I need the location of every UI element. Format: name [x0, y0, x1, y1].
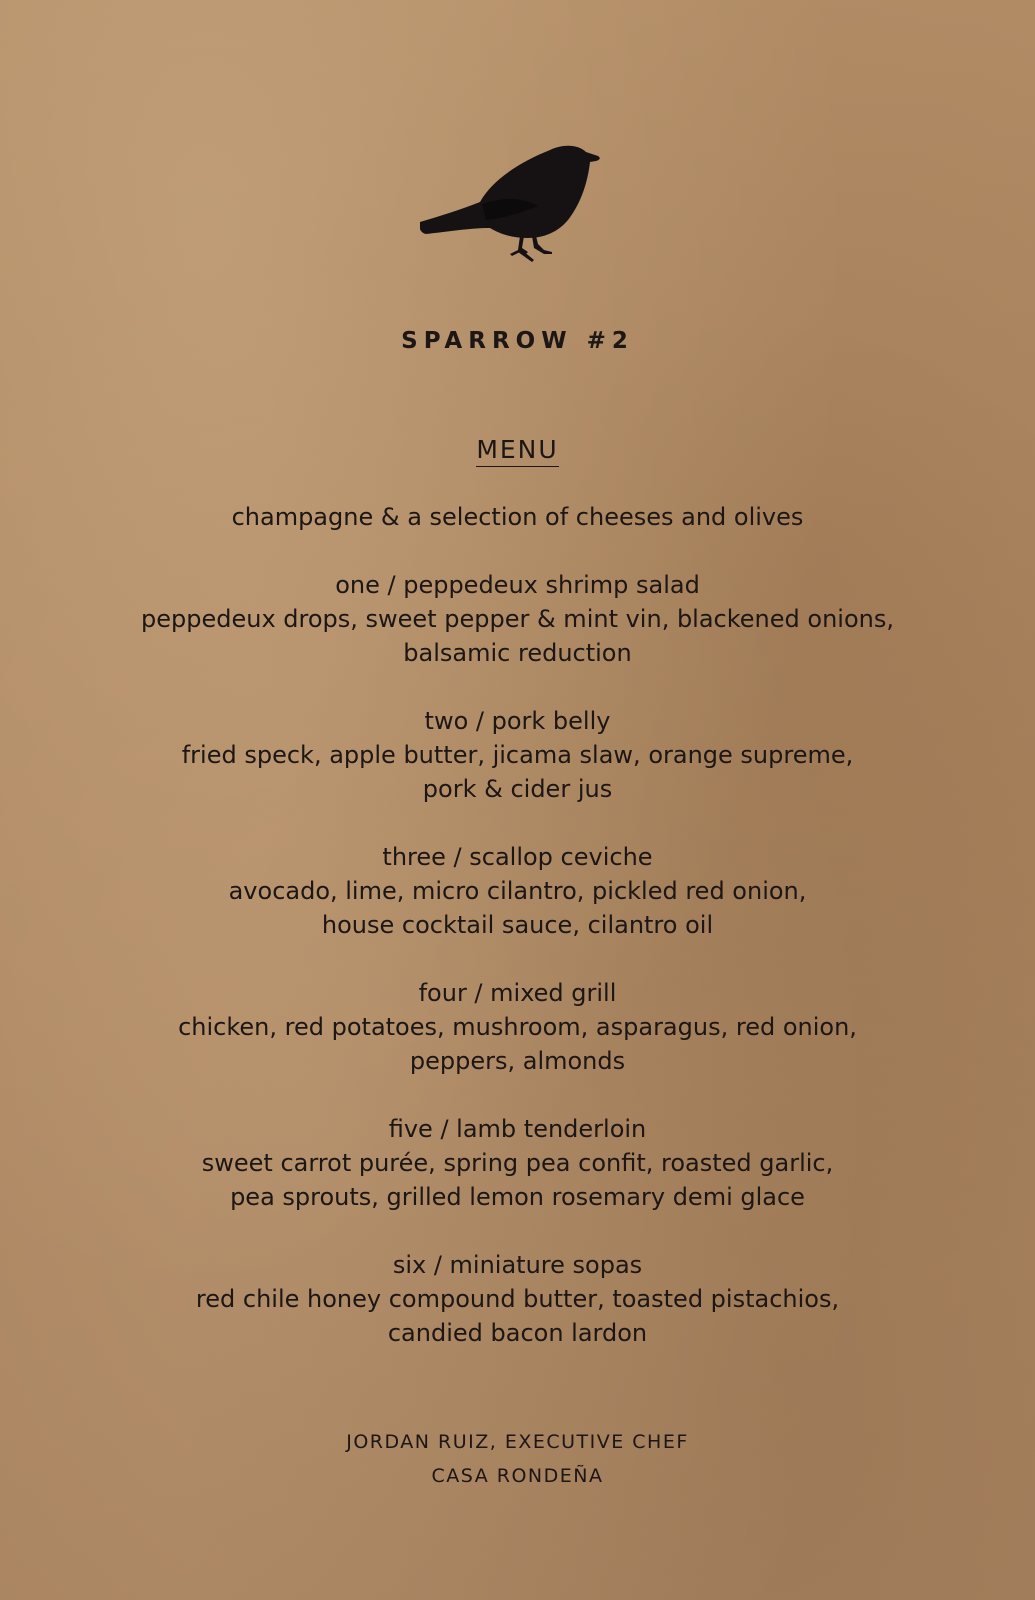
chef-credits — [0, 1425, 1035, 1493]
course-description: peppedeux drops, sweet pepper & mint vin, blackened onions, — [141, 605, 894, 633]
course-description: peppers, almonds — [409, 1047, 626, 1075]
course-two — [0, 704, 1035, 806]
chef-name: JORDAN RUIZ, EXECUTIVE CHEF — [346, 1431, 689, 1453]
menu-heading — [0, 435, 1035, 464]
course-description: sweet carrot purée, spring pea confit, roasted garlic, — [201, 1149, 834, 1177]
course-title: two / pork belly — [424, 707, 611, 735]
venue-name: CASA RONDEÑA — [431, 1465, 604, 1487]
course-description: house cocktail sauce, cilantro oil — [321, 911, 714, 939]
course-title: six / miniature sopas — [392, 1251, 643, 1279]
course-description: red chile honey compound butter, toasted pistachios, — [195, 1285, 840, 1313]
menu-heading-text: MENU — [476, 435, 558, 467]
course-description: avocado, lime, micro cilantro, pickled red onion, — [228, 877, 807, 905]
sparrow-icon — [420, 140, 620, 270]
course-three — [0, 840, 1035, 942]
course-description: candied bacon lardon — [387, 1319, 648, 1347]
course-title: one / peppedeux shrimp salad — [335, 571, 700, 599]
course-one — [0, 568, 1035, 670]
menu-body — [0, 500, 1035, 1384]
starter — [0, 500, 1035, 534]
course-title: five / lamb tenderloin — [388, 1115, 647, 1143]
course-title: three / scallop ceviche — [382, 843, 653, 871]
course-description: pea sprouts, grilled lemon rosemary demi glace — [230, 1183, 805, 1211]
course-five — [0, 1112, 1035, 1214]
restaurant-title: SPARROW #2 — [401, 328, 634, 354]
starter-text: champagne & a selection of cheeses and olives — [231, 503, 804, 531]
course-six — [0, 1248, 1035, 1350]
course-description: pork & cider jus — [422, 775, 613, 803]
course-four — [0, 976, 1035, 1078]
course-title: four / mixed grill — [418, 979, 617, 1007]
course-description: balsamic reduction — [403, 639, 632, 667]
course-description: chicken, red potatoes, mushroom, asparagus, red onion, — [178, 1013, 857, 1041]
course-description: fried speck, apple butter, jicama slaw, orange supreme, — [181, 741, 854, 769]
